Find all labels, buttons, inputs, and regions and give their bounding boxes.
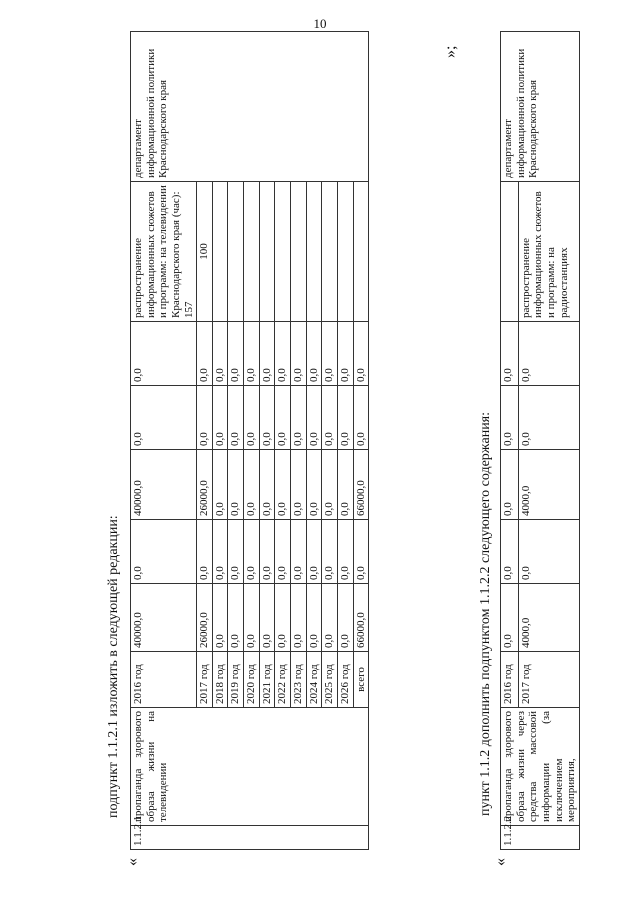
value-cell: 0,0 bbox=[291, 322, 307, 386]
value-cell: 0,0 bbox=[291, 450, 307, 520]
value-cell: 0,0 bbox=[322, 322, 338, 386]
value-cell: 0,0 bbox=[212, 450, 228, 520]
result-empty-cell bbox=[306, 182, 322, 322]
value-cell: 0,0 bbox=[518, 386, 579, 450]
measure-name: пропаганда здорового образа жизни через средства массовой информации (за исключением мероприятия, bbox=[501, 708, 580, 826]
result-cell: распространение информационных сюжетов и программ: на телевидении Краснодарского края (час): 157 bbox=[131, 182, 197, 322]
value-cell: 0,0 bbox=[275, 386, 291, 450]
executor-cell: департамент информационной политики Краснодарского края bbox=[131, 32, 369, 182]
value-cell: 0,0 bbox=[518, 322, 579, 386]
year-cell: 2018 год bbox=[212, 652, 228, 708]
value-cell: 0,0 bbox=[322, 520, 338, 584]
page-number: 10 bbox=[313, 16, 327, 31]
result-empty-cell bbox=[228, 182, 244, 322]
value-cell: 4000,0 bbox=[518, 450, 579, 520]
total-cell: 0,0 bbox=[275, 584, 291, 652]
result-empty-cell bbox=[259, 182, 275, 322]
measure-number: 1.1.2.2 bbox=[501, 826, 580, 850]
result-empty-cell bbox=[501, 182, 519, 322]
value-cell: 66000,0 bbox=[353, 450, 369, 520]
value-cell: 0,0 bbox=[228, 322, 244, 386]
value-cell: 0,0 bbox=[518, 520, 579, 584]
measure-name: пропаганда здорового образа жизни на телевидении bbox=[131, 708, 369, 826]
value-cell: 0,0 bbox=[244, 322, 260, 386]
result-empty-cell bbox=[291, 182, 307, 322]
year-cell: всего bbox=[353, 652, 369, 708]
value-cell: 0,0 bbox=[131, 386, 197, 450]
measure-table-1-1-2-2 bbox=[500, 31, 580, 850]
total-cell: 26000,0 bbox=[197, 584, 213, 652]
total-cell: 0,0 bbox=[291, 584, 307, 652]
value-cell: 0,0 bbox=[353, 386, 369, 450]
value-cell: 0,0 bbox=[228, 450, 244, 520]
total-cell: 0,0 bbox=[322, 584, 338, 652]
rotated-page-content bbox=[100, 20, 620, 880]
total-cell: 0,0 bbox=[259, 584, 275, 652]
result-empty-cell bbox=[275, 182, 291, 322]
value-cell: 0,0 bbox=[275, 520, 291, 584]
result-empty-cell bbox=[212, 182, 228, 322]
value-cell: 0,0 bbox=[337, 386, 353, 450]
value-cell: 0,0 bbox=[259, 386, 275, 450]
value-cell: 0,0 bbox=[501, 520, 519, 584]
value-cell: 0,0 bbox=[212, 322, 228, 386]
year-cell: 2026 год bbox=[337, 652, 353, 708]
result-empty-cell bbox=[337, 182, 353, 322]
value-cell: 26000,0 bbox=[197, 450, 213, 520]
measure-table-1-1-2-1 bbox=[130, 31, 369, 850]
value-cell: 0,0 bbox=[322, 386, 338, 450]
total-cell: 40000,0 bbox=[131, 584, 197, 652]
value-cell: 0,0 bbox=[228, 386, 244, 450]
value-cell: 0,0 bbox=[306, 386, 322, 450]
total-cell: 0,0 bbox=[337, 584, 353, 652]
value-cell: 0,0 bbox=[275, 450, 291, 520]
value-cell: 0,0 bbox=[337, 450, 353, 520]
open-quote-2: « bbox=[492, 858, 509, 866]
total-cell: 0,0 bbox=[212, 584, 228, 652]
measure-number: 1.1.2.1 bbox=[131, 826, 369, 850]
year-cell: 2024 год bbox=[306, 652, 322, 708]
value-cell: 40000,0 bbox=[131, 450, 197, 520]
value-cell: 0,0 bbox=[291, 520, 307, 584]
value-cell: 0,0 bbox=[337, 520, 353, 584]
table-row bbox=[501, 32, 519, 850]
value-cell: 0,0 bbox=[197, 386, 213, 450]
value-cell: 0,0 bbox=[306, 450, 322, 520]
year-cell: 2016 год bbox=[501, 652, 519, 708]
result-cell: распространение информационных сюжетов и программ: на радиостанциях bbox=[518, 182, 579, 322]
value-cell: 0,0 bbox=[259, 322, 275, 386]
total-cell: 0,0 bbox=[228, 584, 244, 652]
result-empty-cell bbox=[353, 182, 369, 322]
value-cell: 0,0 bbox=[131, 520, 197, 584]
value-cell: 0,0 bbox=[131, 322, 197, 386]
value-cell: 0,0 bbox=[228, 520, 244, 584]
value-cell: 0,0 bbox=[244, 450, 260, 520]
year-cell: 2017 год bbox=[518, 652, 579, 708]
result-empty-cell bbox=[322, 182, 338, 322]
value-cell: 0,0 bbox=[212, 520, 228, 584]
intro-add-1-1-2-2: пункт 1.1.2 дополнить подпунктом 1.1.2.2 следующего содержания: bbox=[478, 411, 493, 816]
result-value-cell: 100 bbox=[197, 182, 213, 322]
year-cell: 2016 год bbox=[131, 652, 197, 708]
open-quote-1: « bbox=[124, 858, 141, 866]
year-cell: 2022 год bbox=[275, 652, 291, 708]
value-cell: 0,0 bbox=[291, 386, 307, 450]
total-cell: 0,0 bbox=[306, 584, 322, 652]
result-empty-cell bbox=[244, 182, 260, 322]
total-cell: 4000,0 bbox=[518, 584, 579, 652]
value-cell: 0,0 bbox=[212, 386, 228, 450]
year-cell: 2025 год bbox=[322, 652, 338, 708]
value-cell: 0,0 bbox=[244, 386, 260, 450]
executor-cell: департамент информационной политики Краснодарского края bbox=[501, 32, 580, 182]
value-cell: 0,0 bbox=[337, 322, 353, 386]
value-cell: 0,0 bbox=[322, 450, 338, 520]
value-cell: 0,0 bbox=[306, 520, 322, 584]
value-cell: 0,0 bbox=[306, 322, 322, 386]
close-quote: »; bbox=[442, 45, 459, 58]
value-cell: 0,0 bbox=[501, 386, 519, 450]
table-row bbox=[131, 32, 197, 850]
value-cell: 0,0 bbox=[197, 520, 213, 584]
value-cell: 0,0 bbox=[259, 450, 275, 520]
value-cell: 0,0 bbox=[353, 322, 369, 386]
year-cell: 2019 год bbox=[228, 652, 244, 708]
value-cell: 0,0 bbox=[275, 322, 291, 386]
year-cell: 2021 год bbox=[259, 652, 275, 708]
value-cell: 0,0 bbox=[197, 322, 213, 386]
year-cell: 2017 год bbox=[197, 652, 213, 708]
value-cell: 0,0 bbox=[259, 520, 275, 584]
year-cell: 2023 год bbox=[291, 652, 307, 708]
year-cell: 2020 год bbox=[244, 652, 260, 708]
value-cell: 0,0 bbox=[501, 322, 519, 386]
value-cell: 0,0 bbox=[353, 520, 369, 584]
value-cell: 0,0 bbox=[244, 520, 260, 584]
total-cell: 0,0 bbox=[244, 584, 260, 652]
total-cell: 66000,0 bbox=[353, 584, 369, 652]
total-cell: 0,0 bbox=[501, 584, 519, 652]
intro-amend-1-1-2-1: подпункт 1.1.2.1 изложить в следующей редакции: bbox=[106, 515, 121, 818]
value-cell: 0,0 bbox=[501, 450, 519, 520]
